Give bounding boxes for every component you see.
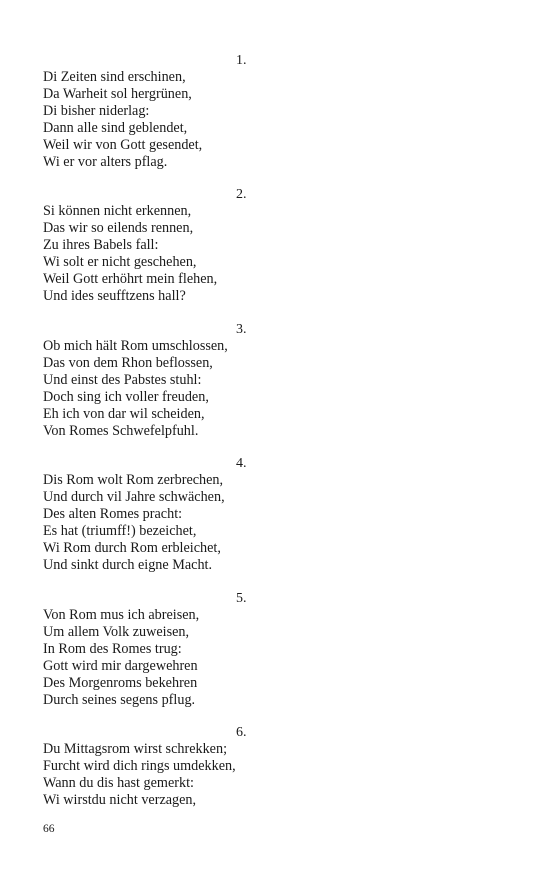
stanza-lines — [43, 472, 225, 573]
verse-line: Und einst des Pabstes stuhl: — [43, 371, 202, 388]
stanza-number: 2. — [236, 187, 247, 202]
stanza-number: 6. — [236, 725, 247, 740]
verse-line: Gott wird mir dargewehren — [43, 657, 198, 674]
verse-line: Ob mich hält Rom umschlossen, — [43, 338, 228, 354]
verse-line: Di Zeiten sind erschinen, — [43, 69, 186, 85]
verse-line: Des Morgenroms bekehren — [43, 674, 198, 691]
stanza-lines — [43, 338, 228, 439]
verse-line: Und sinkt durch eigne Macht. — [43, 556, 213, 573]
verse-line: Du Mittagsrom wirst schrekken; — [43, 741, 228, 757]
verse-line: Wi wirstdu nicht verzagen, — [43, 791, 197, 808]
verse-line: Um allem Volk zuweisen, — [43, 623, 190, 640]
verse-line: Furcht wird dich rings umdekken, — [43, 757, 236, 774]
verse-line: Und durch vil Jahre schwächen, — [43, 488, 225, 505]
verse-line: Di bisher niderlag: — [43, 102, 150, 119]
stanza-lines — [43, 203, 217, 304]
verse-line: Doch sing ich voller freuden, — [43, 388, 209, 405]
verse-line: Durch seines segens pflug. — [43, 691, 196, 708]
verse-line: Von Rom mus ich abreisen, — [43, 607, 200, 623]
verse-line: Das wir so eilends rennen, — [43, 219, 194, 236]
stanza-lines — [43, 741, 236, 809]
verse-line: Weil Gott erhöhrt mein flehen, — [43, 270, 218, 287]
verse-line: Und ides seufftzens hall? — [43, 287, 186, 304]
verse-line: Si können nicht erkennen, — [43, 203, 192, 219]
stanza-lines — [43, 69, 202, 170]
stanza-number: 3. — [236, 322, 247, 337]
verse-line: Zu ihres Babels fall: — [43, 236, 159, 253]
verse-line: Dis Rom wolt Rom zerbrechen, — [43, 472, 224, 488]
verse-line: Da Warheit sol hergrünen, — [43, 85, 192, 102]
verse-line: Dann alle sind geblendet, — [43, 119, 188, 136]
verse-line: Des alten Romes pracht: — [43, 505, 183, 522]
verse-line: Das von dem Rhon beflossen, — [43, 354, 213, 371]
verse-line: Wi er vor alters pflag. — [43, 153, 168, 170]
stanza-number: 5. — [236, 591, 247, 606]
verse-line: Wann du dis hast gemerkt: — [43, 774, 194, 791]
stanza-number: 1. — [236, 53, 247, 68]
page-number: 66 — [43, 823, 55, 835]
verse-line: In Rom des Romes trug: — [43, 640, 182, 657]
verse-line: Wi solt er nicht geschehen, — [43, 253, 197, 270]
stanza-number: 4. — [236, 456, 247, 471]
verse-line: Von Romes Schwefelpfuhl. — [43, 422, 199, 439]
verse-line: Wi Rom durch Rom erbleichet, — [43, 539, 221, 556]
stanza-lines — [43, 607, 199, 708]
verse-line: Weil wir von Gott gesendet, — [43, 136, 203, 153]
verse-line: Es hat (triumff!) bezeichet, — [43, 522, 197, 539]
verse-line: Eh ich von dar wil scheiden, — [43, 405, 205, 422]
